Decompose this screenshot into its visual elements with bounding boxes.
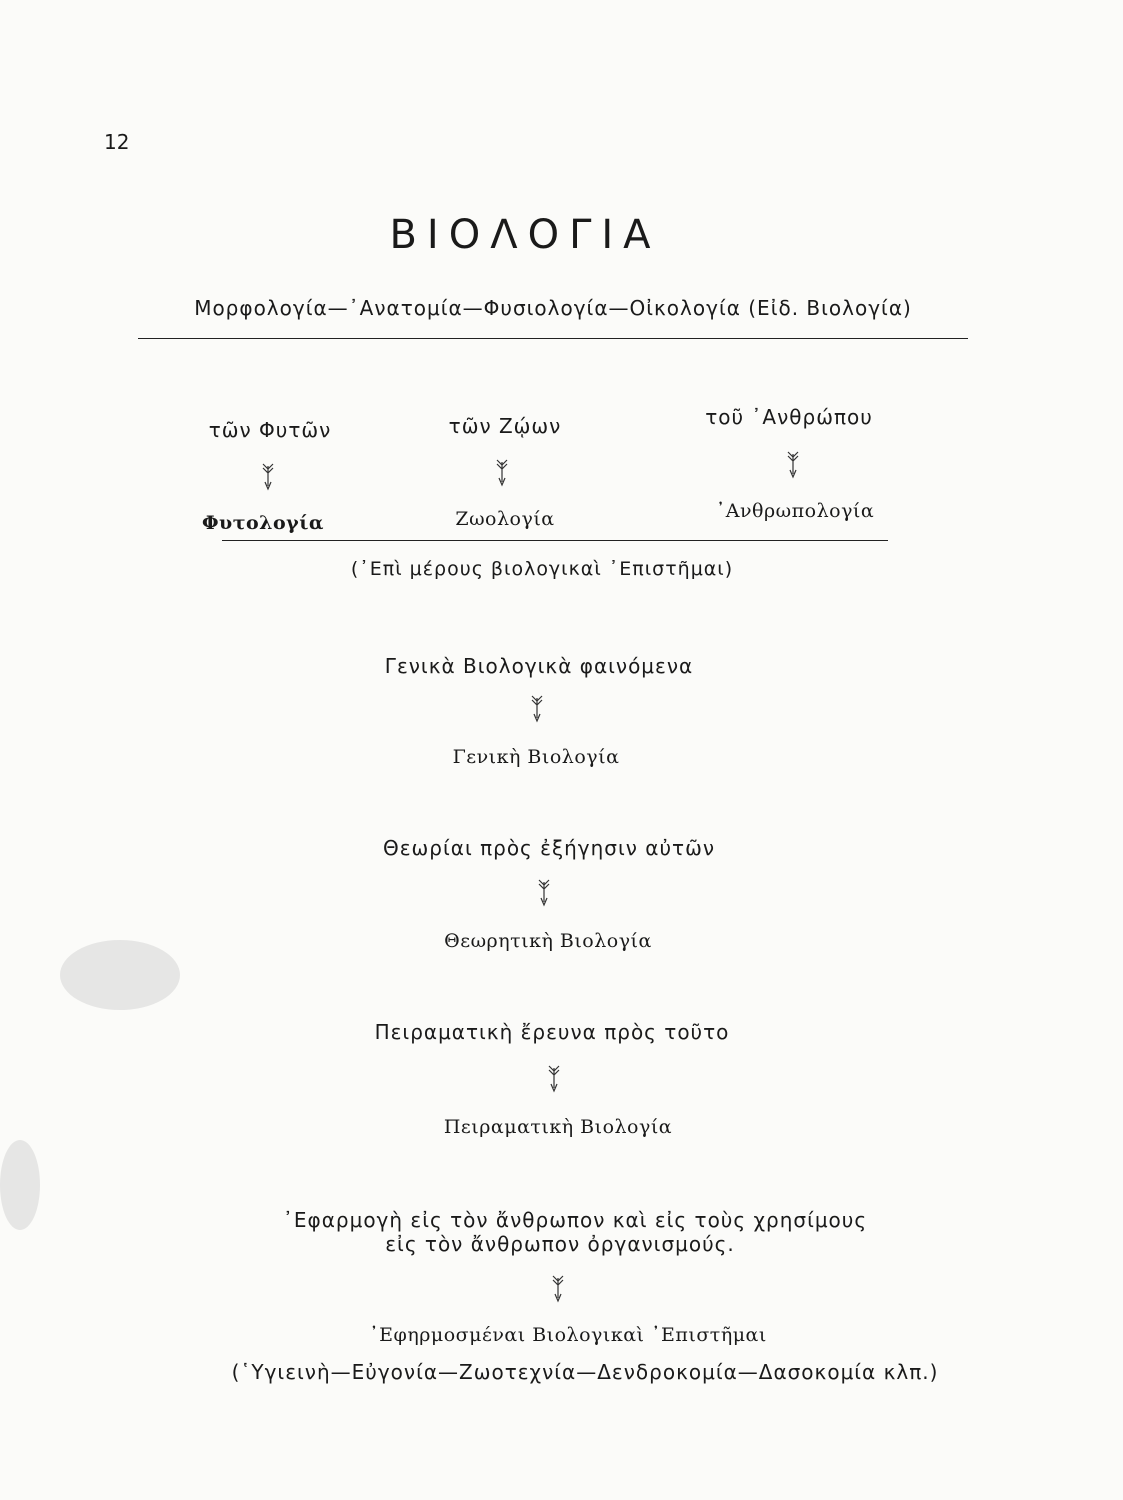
theoretical-biology: Θεωρητικὴ Βιολογία (444, 930, 652, 952)
theoretical-phenomena: Θεωρίαι πρὸς ἐξήγησιν αὐτῶν (383, 836, 715, 860)
down-arrow-icon (537, 878, 551, 908)
applied-examples: (῾Υγιεινὴ—Εὐγονία—Ζωοτεχνία—Δενδροκομία—Δασοκομία κλπ.) (231, 1360, 939, 1384)
branch-source-plants: τῶν Φυτῶν (208, 418, 332, 442)
down-arrow-icon (495, 458, 509, 488)
down-arrow-icon (786, 450, 800, 480)
divider-line (138, 338, 968, 339)
down-arrow-icon (551, 1274, 565, 1304)
zoology-label: Ζωολογία (455, 508, 555, 530)
general-phenomena: Γενικὰ Βιολογικὰ φαινόμενα (384, 654, 694, 678)
stain (60, 940, 180, 1010)
partial-sciences-note: (᾿Επὶ μέρους βιολογικαὶ ᾿Επιστῆμαι) (350, 558, 734, 580)
page-number: 12 (104, 130, 130, 154)
branch-source-animals: τῶν Ζῴων (448, 414, 562, 438)
applied-phenomena-line1: ᾿Εφαρμογὴ εἰς τὸν ἄνθρωπον καὶ εἰς τοὺς χρησίμους (282, 1208, 868, 1232)
page-title: ΒΙΟΛΟΓΙΑ (389, 212, 661, 258)
down-arrow-icon (530, 694, 544, 724)
special-biology-line: Μορφολογία—᾿Ανατομία—Φυσιολογία—Οἰκολογία (Εἰδ. Βιολογία) (194, 296, 912, 320)
experimental-biology: Πειραματικὴ Βιολογία (443, 1116, 673, 1138)
divider-line (222, 540, 888, 541)
anthropology-label: ᾿Ανθρωπολογία (715, 500, 875, 522)
applied-sciences: ᾿Εφηρμοσμέναι Βιολογικαὶ ᾿Επιστῆμαι (369, 1324, 767, 1346)
botany-label: Φυτολογία (201, 512, 325, 534)
general-biology: Γενικὴ Βιολογία (452, 746, 620, 768)
stain (0, 1140, 40, 1230)
experimental-phenomena: Πειραματικὴ ἔρευνα πρὸς τοῦτο (374, 1020, 730, 1044)
branch-source-human: τοῦ ᾿Ανθρώπου (705, 405, 873, 429)
down-arrow-icon (261, 462, 275, 492)
applied-phenomena-line2: εἰς τὸν ἄνθρωπον ὀργανισμούς. (385, 1232, 735, 1256)
down-arrow-icon (547, 1064, 561, 1094)
